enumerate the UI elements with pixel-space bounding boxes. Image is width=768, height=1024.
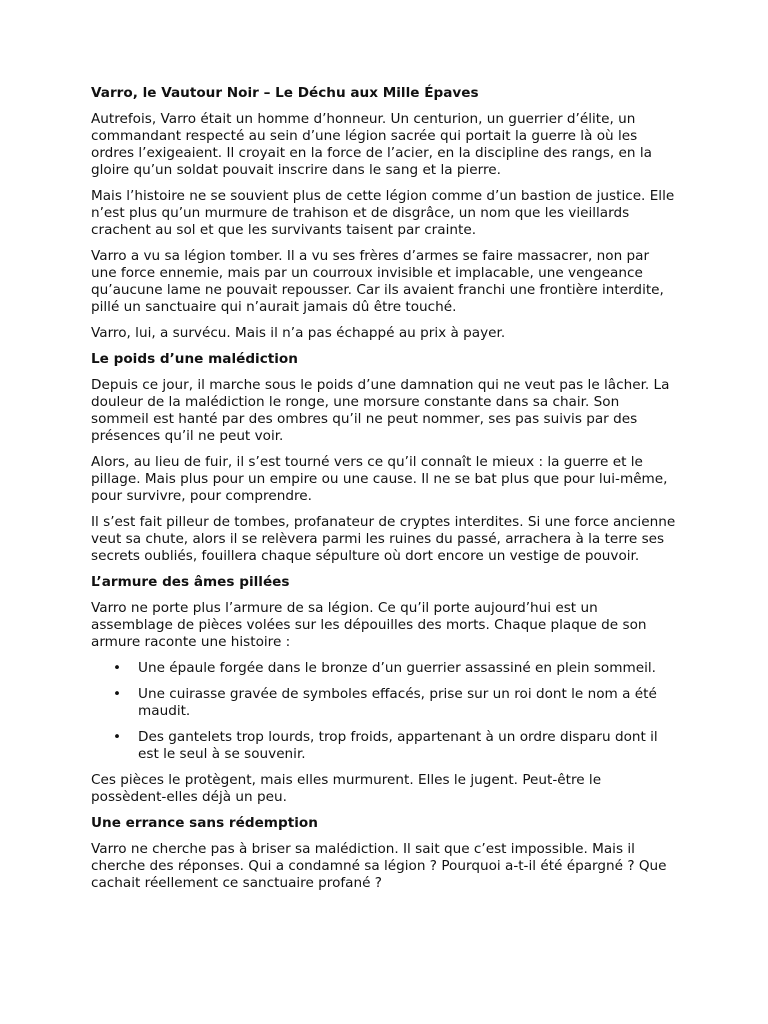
list-item	[91, 660, 677, 677]
paragraph: Autrefois, Varro était un homme d’honneur. Un centurion, un guerrier d’élite, un commandant respecté au sein d’une légion sacrée qui portait la guerre là où les ordres l’exigeaient. Il croyait en la force de l’acier, en la discipline des rangs, en la gloire qu’un soldat pouvait inscrire dans le sang et la pierre.	[91, 111, 652, 178]
section-heading: Une errance sans rédemption	[91, 815, 318, 831]
list-item	[91, 686, 677, 720]
paragraph: Varro, lui, a survécu. Mais il n’a pas échappé au prix à payer.	[91, 325, 506, 341]
document-title: Varro, le Vautour Noir – Le Déchu aux Mille Épaves	[91, 85, 479, 101]
section-heading: L’armure des âmes pillées	[91, 574, 290, 590]
section-heading: Le poids d’une malédiction	[91, 351, 298, 367]
bullet-marker: •	[113, 729, 122, 745]
document-body	[91, 77, 677, 901]
paragraph: Varro ne porte plus l’armure de sa légion. Ce qu’il porte aujourd’hui est un assemblage de pièces volées sur les dépouilles des morts. Chaque plaque de son armure raconte une histoire :	[91, 600, 647, 650]
list-item-text: Une épaule forgée dans le bronze d’un guerrier assassiné en plein sommeil.	[138, 660, 656, 676]
list-item	[91, 729, 677, 763]
list-item-text: Une cuirasse gravée de symboles effacés, prise sur un roi dont le nom a été maudit.	[138, 686, 657, 719]
paragraph: Varro a vu sa légion tomber. Il a vu ses frères d’armes se faire massacrer, non par une force ennemie, mais par un courroux invisible et implacable, une vengeance qu’aucune lame ne pouvait repousser. Car ils avaient franchi une frontière interdite, pillé un sanctuaire qui n’aurait jamais dû être touché.	[91, 248, 664, 315]
list-item-text: Des gantelets trop lourds, trop froids, appartenant à un ordre disparu dont il est le seul à se souvenir.	[138, 729, 658, 762]
bullet-marker: •	[113, 686, 122, 702]
paragraph: Depuis ce jour, il marche sous le poids d’une damnation qui ne veut pas le lâcher. La douleur de la malédiction le ronge, une morsure constante dans sa chair. Son sommeil est hanté par des ombres qu’il ne peut nommer, ses pas suivis par des présences qu’il ne peut voir.	[91, 377, 670, 444]
paragraph: Alors, au lieu de fuir, il s’est tourné vers ce qu’il connaît le mieux : la guerre et le pillage. Mais plus pour un empire ou une cause. Il ne se bat plus que pour lui-même, pour survivre, pour comprendre.	[91, 454, 668, 504]
paragraph: Il s’est fait pilleur de tombes, profanateur de cryptes interdites. Si une force ancienne veut sa chute, alors il se relèvera parmi les ruines du passé, arrachera à la terre ses secrets oubliés, fouillera chaque sépulture où dort encore un vestige de pouvoir.	[91, 514, 676, 564]
paragraph: Ces pièces le protègent, mais elles murmurent. Elles le jugent. Peut-être le possèdent-elles déjà un peu.	[91, 772, 602, 805]
bullet-marker: •	[113, 660, 122, 676]
paragraph: Mais l’histoire ne se souvient plus de cette légion comme d’un bastion de justice. Elle n’est plus qu’un murmure de trahison et de disgrâce, un nom que les vieillards crachent au sol et que les survivants taisent par crainte.	[91, 188, 675, 238]
paragraph: Varro ne cherche pas à briser sa malédiction. Il sait que c’est impossible. Mais il cherche des réponses. Qui a condamné sa légion ? Pourquoi a-t-il été épargné ? Que cachait réellement ce sanctuaire profané ?	[91, 841, 667, 891]
bullet-list	[91, 660, 677, 763]
